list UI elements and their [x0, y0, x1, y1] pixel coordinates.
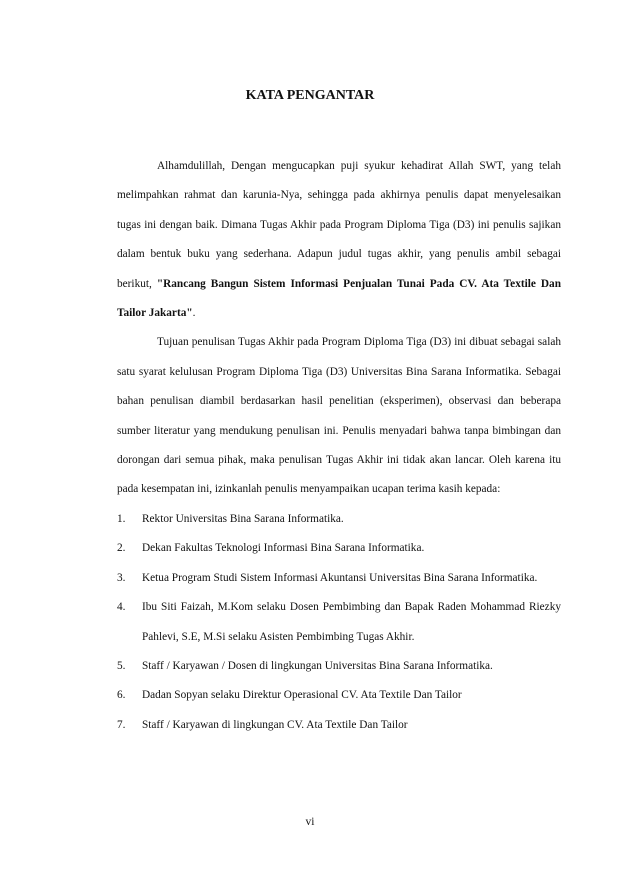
- list-number: 7.: [117, 718, 126, 731]
- list-number: 4.: [117, 601, 126, 614]
- document-body: [117, 152, 561, 740]
- intro-end: .: [192, 307, 196, 320]
- list-item: [117, 534, 561, 563]
- list-text: Staff / Karyawan / Dosen di lingkungan Universitas Bina Sarana Informatika.: [142, 659, 493, 672]
- list-number: 1.: [117, 512, 126, 525]
- list-text: Dadan Sopyan selaku Direktur Operasional CV. Ata Textile Dan Tailor: [142, 689, 462, 702]
- list-number: 6.: [117, 689, 126, 702]
- list-item: [117, 681, 561, 710]
- list-item: [117, 652, 561, 681]
- paragraph-intro: [117, 152, 561, 328]
- list-number: 3.: [117, 571, 126, 584]
- intro-text: Alhamdulillah, Dengan mengucapkan puji syukur kehadirat Allah SWT, yang telah melimpahkan rahmat dan karunia-Nya, sehingga pada akhirnya penulis dapat menyelesaikan tugas ini dengan baik. Dimana Tugas Akhir pada Program Diploma Tiga (D3) ini penulis sajikan dalam bentuk buku yang sederhana. Adapun judul tugas akhir, yang penulis ambil sebagai berikut,: [117, 160, 561, 290]
- list-text: Rektor Universitas Bina Sarana Informatika.: [142, 512, 344, 525]
- list-text: Ibu Siti Faizah, M.Kom selaku Dosen Pembimbing dan Bapak Raden Mohammad Riezky Pahlevi, S.E, M.Si selaku Asisten Pembimbing Tugas Akhir.: [142, 601, 561, 643]
- list-item: [117, 593, 561, 652]
- paragraph-purpose: Tujuan penulisan Tugas Akhir pada Program Diploma Tiga (D3) ini dibuat sebagai salah satu syarat kelulusan Program Diploma Tiga (D3) Universitas Bina Sarana Informatika. Sebagai bahan penulisan diambil berdasarkan hasil penelitian (eksperimen), observasi dan beberapa sumber literatur yang mendukung penulisan ini. Penulis menyadari bahwa tanpa bimbingan dan dorongan dari semua pihak, maka penulisan Tugas Akhir ini tidak akan lancar. Oleh karena itu pada kesempatan ini, izinkanlah penulis menyampaikan ucapan terima kasih kepada:: [117, 336, 561, 496]
- page-title: KATA PENGANTAR: [245, 88, 375, 103]
- thesis-title: "Rancang Bangun Sistem Informasi Penjualan Tunai Pada CV. Ata Textile Dan Tailor Jakarta": [117, 277, 561, 320]
- list-item: [117, 564, 561, 593]
- list-number: 2.: [117, 542, 126, 555]
- list-item: [117, 505, 561, 534]
- list-number: 5.: [117, 659, 126, 672]
- list-text: Staff / Karyawan di lingkungan CV. Ata Textile Dan Tailor: [142, 718, 408, 731]
- list-text: Dekan Fakultas Teknologi Informasi Bina Sarana Informatika.: [142, 542, 425, 555]
- page-number: vi: [305, 816, 315, 828]
- acknowledgement-list: [117, 505, 561, 740]
- list-text: Ketua Program Studi Sistem Informasi Akuntansi Universitas Bina Sarana Informatika.: [142, 571, 538, 584]
- list-item: [117, 711, 561, 740]
